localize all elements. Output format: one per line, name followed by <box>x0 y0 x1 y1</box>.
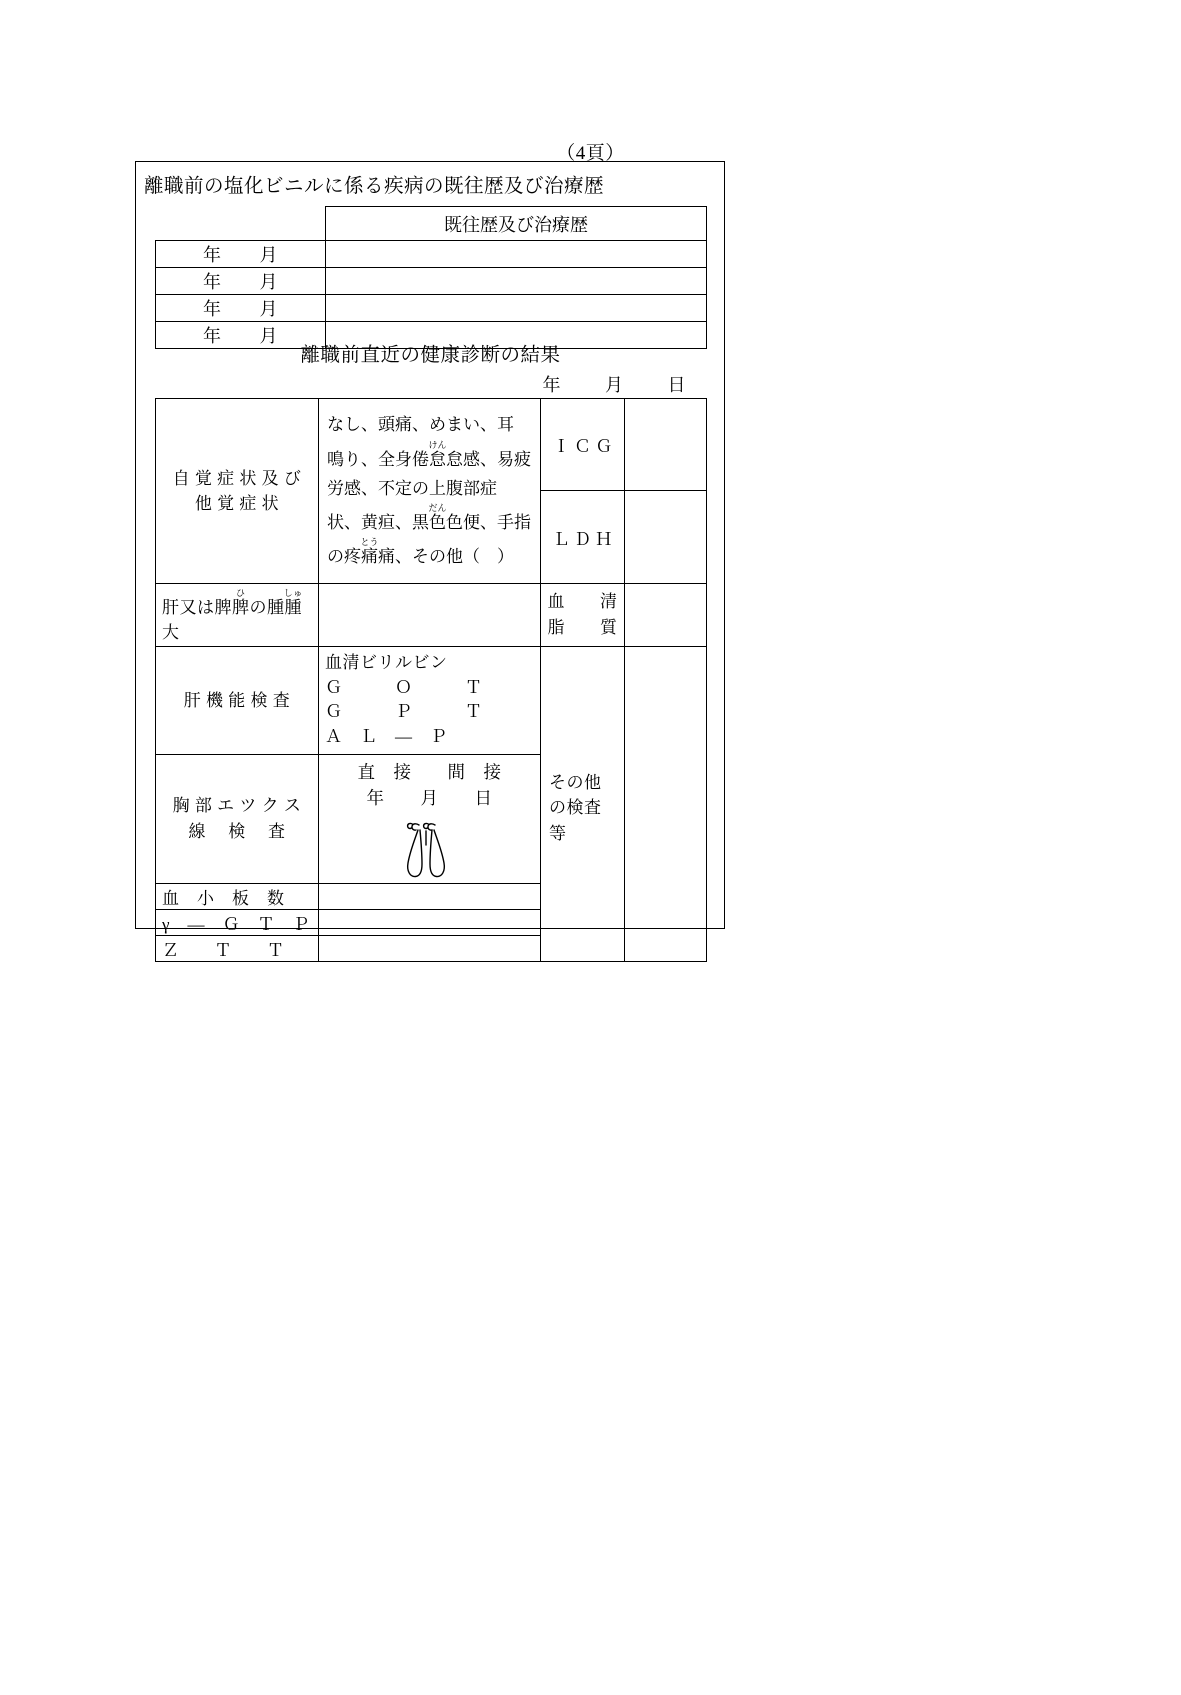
ruby-dan: 色だん <box>428 503 447 533</box>
month-label: 月 <box>259 245 278 265</box>
table-row-spleen <box>156 584 707 647</box>
icg-value-field[interactable] <box>625 399 707 491</box>
chest-xray-label <box>156 754 319 884</box>
chest-xray-label-line1: 胸 部 エ ツ ク ス <box>172 796 302 816</box>
spleen-label-c: 大 <box>162 622 180 642</box>
table-row <box>156 295 707 322</box>
history-entry-field[interactable] <box>326 241 707 268</box>
date-cell-year-month <box>156 295 326 322</box>
serum-lipid-value-field[interactable] <box>625 584 707 647</box>
chest-xray-label-line2: 線 検 査 <box>188 821 286 841</box>
ldh-label: Ｌ Ｄ Ｈ <box>541 491 625 584</box>
gamma-gtp-label: γ ― Ｇ Ｔ Ｐ <box>156 910 319 936</box>
spleen-label-b: の腫 <box>249 597 285 617</box>
icg-label: Ｉ Ｃ Ｇ <box>541 399 625 491</box>
medical-history-table <box>155 206 707 349</box>
serum-lipid-label-line1: 血 清 <box>547 591 618 611</box>
chest-xray-direct-indirect-label: 直 接 間 接 <box>357 761 502 782</box>
ruby-text-dan: だん <box>428 503 447 514</box>
liver-got-line: Ｇ Ｏ Ｔ <box>325 677 483 697</box>
other-exam-label-line1: その他 <box>549 772 602 792</box>
year-label: 年 <box>203 299 222 319</box>
symptoms-line-2b: 怠感、易疲 <box>446 449 531 469</box>
symptoms-line-4b: 色便、手指 <box>446 513 531 533</box>
table-row-liver-function <box>156 647 707 755</box>
ztt-value-field[interactable] <box>319 936 541 962</box>
month-label: 月 <box>259 326 278 346</box>
year-label: 年 <box>203 272 222 292</box>
history-header-label: 既往歴及び治療歴 <box>326 207 707 241</box>
section-title: 離職前の塩化ビニルに係る疾病の既往歴及び治療歴 <box>144 176 605 197</box>
other-exam-label-line3: 等 <box>549 823 567 843</box>
ruby-tou: 痛とう <box>360 537 379 567</box>
liver-bilirubin-line: 血清ビリルビン <box>325 653 448 672</box>
symptoms-line-5a: の疼 <box>327 547 361 567</box>
lungs-illustration-icon <box>385 811 475 883</box>
result-date-line <box>155 371 706 397</box>
subjective-symptoms-label-line2: 他 覚 症 状 <box>194 494 280 513</box>
spleen-value-field[interactable] <box>319 584 541 647</box>
liver-function-items[interactable] <box>319 647 541 755</box>
liver-function-label: 肝 機 能 検 査 <box>156 647 319 755</box>
history-corner-cell <box>156 207 326 241</box>
chest-xray-entry[interactable] <box>319 754 541 884</box>
symptoms-line-3: 労感、不定の上腹部症 <box>327 478 497 498</box>
year-label: 年 <box>203 245 222 265</box>
symptoms-line-5 <box>327 537 532 571</box>
ruby-text-tou: とう <box>360 537 379 548</box>
symptoms-line-1: なし、頭痛、めまい、耳 <box>327 415 514 435</box>
chest-xray-date-label: 年 月 日 <box>366 787 493 808</box>
other-exam-label-line2: の検査 <box>549 798 602 818</box>
form-outer-frame <box>135 161 725 961</box>
table-row <box>156 268 707 295</box>
result-section-title: 離職前直近の健康診断の結果 <box>300 345 561 366</box>
platelet-value-field[interactable] <box>319 884 541 910</box>
symptoms-line-4a: 状、黄疸、黒 <box>327 513 429 533</box>
symptoms-line-4 <box>327 503 532 537</box>
table-row-subjective-symptoms <box>156 399 707 491</box>
symptoms-option-list[interactable] <box>319 399 541 584</box>
year-label: 年 <box>203 326 222 346</box>
other-exam-value-field[interactable] <box>625 647 707 962</box>
table-row-history-header <box>156 207 707 241</box>
symptoms-line-5b: 痛、その他（ ） <box>378 547 514 567</box>
month-label: 月 <box>259 299 278 319</box>
subjective-symptoms-label <box>156 399 319 584</box>
ldh-value-field[interactable] <box>625 491 707 584</box>
history-entry-field[interactable] <box>326 268 707 295</box>
table-row <box>156 241 707 268</box>
ztt-label: Ｚ Ｔ Ｔ <box>156 936 319 962</box>
other-exam-label <box>541 647 625 962</box>
ruby-text-hi: ひ <box>232 587 250 598</box>
ruby-hi: 脾ひ <box>232 587 250 617</box>
date-cell-year-month <box>156 241 326 268</box>
examination-result-table <box>155 398 707 962</box>
month-label: 月 <box>259 272 278 292</box>
ruby-shu: 腫しゅ <box>283 587 303 617</box>
platelet-count-label: 血 小 板 数 <box>156 884 319 910</box>
symptoms-line-2 <box>327 440 532 474</box>
liver-alp-line: Ａ Ｌ ― Ｐ <box>325 726 448 746</box>
result-month-label: 月 <box>605 375 624 395</box>
result-year-label: 年 <box>542 375 561 395</box>
date-cell-year-month <box>156 268 326 295</box>
serum-lipid-label-line2: 脂 質 <box>547 618 618 637</box>
ruby-text-ken: けん <box>428 439 447 450</box>
gamma-gtp-value-field[interactable] <box>319 910 541 936</box>
ruby-ken: 怠けん <box>428 439 447 469</box>
result-day-label: 日 <box>667 375 686 395</box>
symptoms-line-2a: 鳴り、全身倦 <box>327 449 429 469</box>
spleen-label-a: 肝又は脾 <box>162 597 232 617</box>
subjective-symptoms-label-line1: 自 覚 症 状 及 び <box>172 468 302 488</box>
serum-lipid-label <box>541 584 625 647</box>
liver-spleen-swelling-label <box>156 584 319 647</box>
liver-gpt-line: Ｇ Ｐ Ｔ <box>325 702 483 722</box>
page-number-label: （4頁） <box>556 143 625 164</box>
ruby-text-shu: しゅ <box>283 587 303 598</box>
history-entry-field[interactable] <box>326 295 707 322</box>
